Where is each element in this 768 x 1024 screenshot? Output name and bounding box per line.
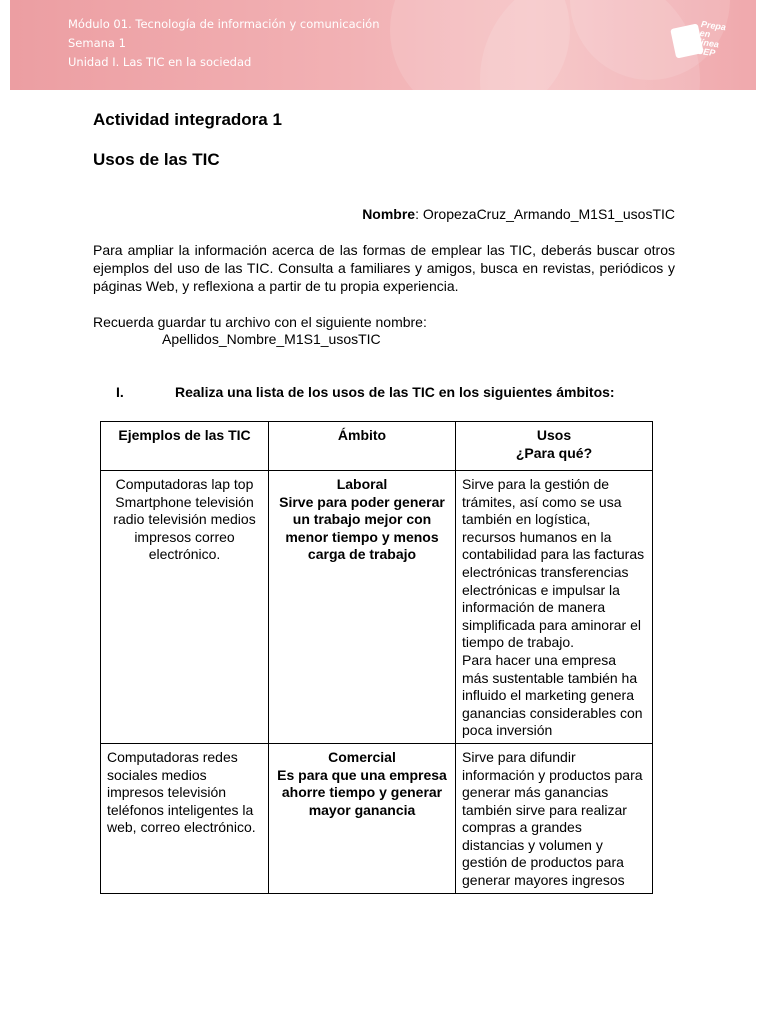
ambito-desc: Es para que una empresa ahorre tiempo y generar mayor ganancia bbox=[277, 766, 447, 818]
section-instruction: Realiza una lista de los usos de las TIC en los siguientes ámbitos: bbox=[175, 384, 615, 400]
cell-ambito bbox=[269, 743, 456, 893]
header-ambito: Ámbito bbox=[269, 422, 456, 471]
name-label: Nombre bbox=[362, 206, 416, 222]
table-row bbox=[101, 471, 653, 744]
usos-text: Sirve para difundir información y productos para generar más ganancias también sirve para realizar compras a grandes distancias y volumen y gestión de productos para generar mayores ingresos bbox=[462, 748, 643, 889]
week-label: Semana 1 bbox=[68, 36, 126, 50]
header-ejemplos: Ejemplos de las TIC bbox=[101, 422, 269, 471]
filename-format: Apellidos_Nombre_M1S1_usosTIC bbox=[162, 331, 381, 347]
header-text bbox=[68, 15, 379, 72]
cell-ejemplos: Computadoras redes sociales medios impresos televisión teléfonos inteligentes la web, correo electrónico. bbox=[101, 743, 269, 893]
ambito-desc: Sirve para poder generar un trabajo mejor con menor tiempo y menos carga de trabajo bbox=[279, 493, 445, 563]
header-usos: Usos ¿Para qué? bbox=[456, 422, 653, 471]
table-row bbox=[101, 743, 653, 893]
activity-subtitle: Usos de las TIC bbox=[93, 150, 220, 169]
cell-ejemplos: Computadoras lap top Smartphone televisión radio televisión medios impresos correo electrónico. bbox=[101, 471, 269, 744]
cell-usos bbox=[456, 471, 653, 744]
unit-title: Unidad I. Las TIC en la sociedad bbox=[68, 55, 252, 69]
usos-text: Para hacer una empresa más sustentable también ha influido el marketing genera ganancias considerables con poca inversión bbox=[462, 651, 643, 739]
name-value: : OropezaCruz_Armando_M1S1_usosTIC bbox=[415, 206, 675, 222]
activity-title: Actividad integradora 1 bbox=[93, 110, 282, 129]
cell-usos bbox=[456, 743, 653, 893]
intro-paragraph: Para ampliar la información acerca de las formas de emplear las TIC, deberás buscar otros ejemplos del uso de las TIC. Consulta a familiares y amigos, busca en revistas, periódicos y páginas Web, y reflexiona a partir de tu propia experiencia. bbox=[93, 242, 675, 294]
logo-text: Prepa en línea SEP bbox=[696, 18, 727, 59]
module-title: Módulo 01. Tecnología de información y comunicación bbox=[68, 17, 380, 31]
header-banner bbox=[10, 0, 756, 90]
tic-uses-table bbox=[100, 421, 653, 894]
ambito-title: Laboral bbox=[336, 476, 388, 492]
cell-ambito bbox=[269, 471, 456, 744]
reminder-text: Recuerda guardar tu archivo con el siguiente nombre: bbox=[93, 314, 427, 330]
table-header-row bbox=[101, 422, 653, 471]
student-name bbox=[362, 206, 675, 222]
section-number: I. bbox=[116, 384, 124, 400]
ambito-title: Comercial bbox=[328, 748, 396, 765]
usos-text: Sirve para la gestión de trámites, así como se usa también en logística, recursos humanos en la contabilidad para las facturas electrónicas transferencias electrónicas e impulsar la información de manera simplificada para aminorar el tiempo de trabajo. bbox=[462, 476, 645, 651]
prepa-en-linea-logo bbox=[665, 14, 731, 74]
